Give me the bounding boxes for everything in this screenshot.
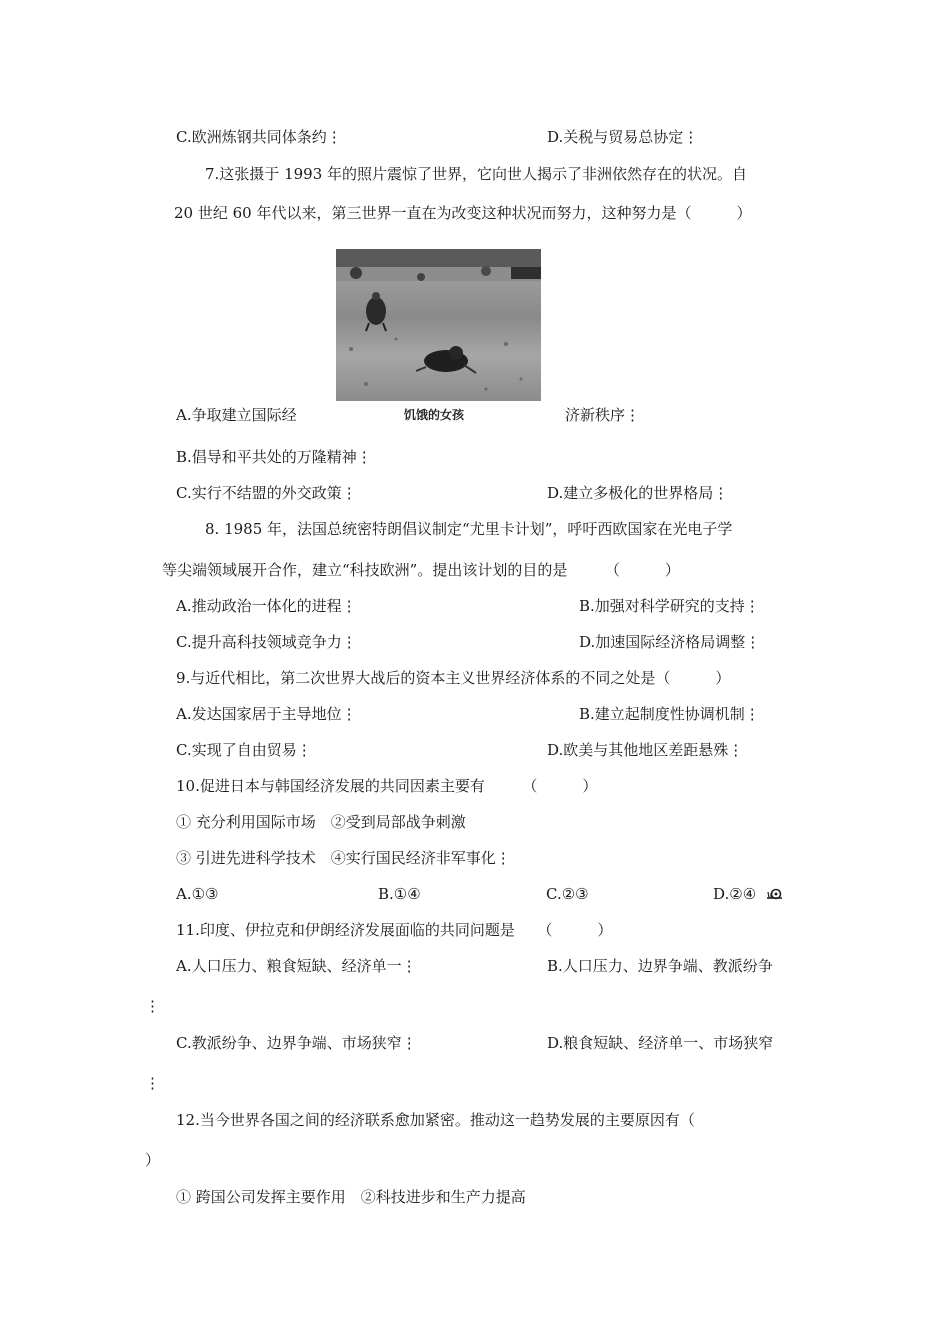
starving-girl-photo [336, 249, 541, 401]
q7-option-a-left: A.争取建立国际经 [176, 406, 297, 424]
q11-option-d: D.粮食短缺、经济单一、市场狭窄 [547, 1034, 774, 1052]
q10-option-c: C.②③ [546, 885, 589, 903]
q7-stem-line2: 20 世纪 60 年代以来，第三世界一直在为改变这种状况而努力，这种努力是（ ） [174, 204, 752, 222]
photo-caption: 饥饿的女孩 [404, 408, 465, 422]
q6-option-c: C.欧洲炼钢共同体条约⋮ [176, 128, 342, 146]
q8-option-d: D.加速国际经济格局调整⋮ [579, 633, 761, 651]
snail-icon [766, 887, 784, 901]
q7-option-b: B.倡导和平共处的万隆精神⋮ [176, 448, 372, 466]
q9-option-a: A.发达国家居于主导地位⋮ [176, 705, 357, 723]
q8-stem-line2: 等尖端领域展开合作，建立“科技欧洲”。提出该计划的目的是 （ ） [162, 561, 680, 579]
q8-option-c: C.提升高科技领域竞争力⋮ [176, 633, 357, 651]
q10-option-a: A.①③ [176, 885, 219, 903]
q9-stem: 9.与近代相比，第二次世界大战后的资本主义世界经济体系的不同之处是（ ） [176, 669, 731, 687]
q8-option-b: B.加强对科学研究的支持⋮ [579, 597, 760, 615]
q11-option-b: B.人口压力、边界争端、教派纷争 [547, 957, 773, 975]
q11-stem: 11.印度、伊拉克和伊朗经济发展面临的共同问题是 （ ） [176, 921, 613, 939]
q8-stem-line1: 8. 1985 年，法国总统密特朗倡议制定“尤里卡计划”，呼吁西欧国家在光电子学 [205, 520, 733, 538]
q10-option-b: B.①④ [378, 885, 421, 903]
q11-option-d-tail: ⋮ [145, 1074, 160, 1092]
q9-option-b: B.建立起制度性协调机制⋮ [579, 705, 760, 723]
q9-option-d: D.欧美与其他地区差距悬殊⋮ [547, 741, 744, 759]
q11-option-a: A.人口压力、粮食短缺、经济单一⋮ [176, 957, 417, 975]
q7-option-c: C.实行不结盟的外交政策⋮ [176, 484, 357, 502]
q6-option-d: D.关税与贸易总协定⋮ [547, 128, 699, 146]
q9-option-c: C.实现了自由贸易⋮ [176, 741, 312, 759]
q11-option-c: C.教派纷争、边界争端、市场狭窄⋮ [176, 1034, 417, 1052]
q10-stem: 10.促进日本与韩国经济发展的共同因素主要有 （ ） [176, 777, 598, 795]
photo-scene-icon [336, 249, 541, 401]
q12-stem-line1: 12.当今世界各国之间的经济联系愈加紧密。推动这一趋势发展的主要原因有（ [176, 1111, 695, 1129]
q10-statement-2: ③ 引进先进科学技术 ④实行国民经济非军事化⋮ [176, 849, 511, 867]
q8-option-a: A.推动政治一体化的进程⋮ [176, 597, 357, 615]
q7-option-a-right: 济新秩序⋮ [565, 406, 641, 424]
q7-option-d: D.建立多极化的世界格局⋮ [547, 484, 729, 502]
q12-stem-line2: ） [145, 1151, 161, 1169]
q10-option-d: D.②④ [713, 885, 757, 903]
q12-statement-1: ① 跨国公司发挥主要作用 ②科技进步和生产力提高 [176, 1188, 526, 1206]
q7-stem-line1: 7.这张摄于 1993 年的照片震惊了世界，它向世人揭示了非洲依然存在的状况。自 [205, 165, 748, 183]
q11-option-b-tail: ⋮ [145, 997, 160, 1015]
q10-statement-1: ① 充分利用国际市场 ②受到局部战争刺激 [176, 813, 466, 831]
